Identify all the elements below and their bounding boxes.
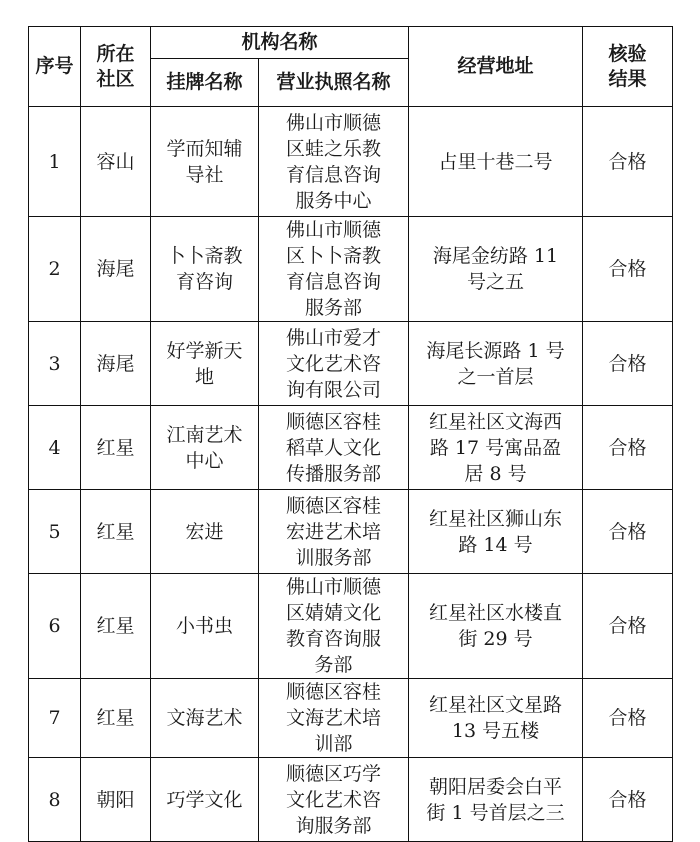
cell-no: 5 [29,490,81,574]
table-row [29,574,673,679]
cell-address: 红星社区文星路 13 号五楼 [409,679,583,758]
header-no: 序号 [29,27,81,107]
verification-table [28,26,673,842]
cell-result: 合格 [583,406,673,490]
cell-sign-name: 学而知辅导社 [151,107,259,217]
cell-sign-name: 江南艺术中心 [151,406,259,490]
table-row [29,322,673,406]
cell-result: 合格 [583,758,673,842]
cell-no: 2 [29,217,81,322]
cell-result: 合格 [583,107,673,217]
cell-no: 3 [29,322,81,406]
cell-no: 1 [29,107,81,217]
cell-sign-name: 卜卜斋教育咨询 [151,217,259,322]
table-row [29,406,673,490]
cell-address: 红星社区狮山东路 14 号 [409,490,583,574]
header-community: 所在社区 [81,27,151,107]
cell-address: 朝阳居委会白平街 1 号首层之三 [409,758,583,842]
cell-sign-name: 小书虫 [151,574,259,679]
cell-license-name: 顺德区容桂宏进艺术培训服务部 [259,490,409,574]
cell-address: 海尾长源路 1 号之一首层 [409,322,583,406]
cell-address: 占里十巷二号 [409,107,583,217]
cell-address: 红星社区文海西路 17 号寓品盈居 8 号 [409,406,583,490]
table-row [29,758,673,842]
cell-result: 合格 [583,490,673,574]
cell-result: 合格 [583,679,673,758]
cell-sign-name: 文海艺术 [151,679,259,758]
cell-sign-name: 好学新天地 [151,322,259,406]
header-license-name: 营业执照名称 [259,59,409,107]
cell-no: 7 [29,679,81,758]
cell-result: 合格 [583,574,673,679]
cell-license-name: 顺德区巧学文化艺术咨询服务部 [259,758,409,842]
table-row [29,490,673,574]
cell-no: 6 [29,574,81,679]
cell-address: 红星社区水楼直街 29 号 [409,574,583,679]
cell-sign-name: 宏进 [151,490,259,574]
cell-license-name: 佛山市爱才文化艺术咨询有限公司 [259,322,409,406]
table-row [29,679,673,758]
cell-license-name: 佛山市顺德区蛙之乐教育信息咨询服务中心 [259,107,409,217]
cell-result: 合格 [583,217,673,322]
table-row [29,217,673,322]
cell-community: 红星 [81,406,151,490]
cell-no: 4 [29,406,81,490]
header-address: 经营地址 [409,27,583,107]
cell-community: 朝阳 [81,758,151,842]
header-org-name: 机构名称 [151,27,409,59]
table-row [29,107,673,217]
cell-result: 合格 [583,322,673,406]
header-sign-name: 挂牌名称 [151,59,259,107]
cell-community: 海尾 [81,217,151,322]
cell-community: 海尾 [81,322,151,406]
cell-community: 红星 [81,574,151,679]
cell-license-name: 顺德区容桂稻草人文化传播服务部 [259,406,409,490]
cell-community: 红星 [81,679,151,758]
header-result: 核验结果 [583,27,673,107]
cell-license-name: 顺德区容桂文海艺术培训部 [259,679,409,758]
cell-sign-name: 巧学文化 [151,758,259,842]
cell-license-name: 佛山市顺德区卜卜斋教育信息咨询服务部 [259,217,409,322]
cell-license-name: 佛山市顺德区婧婧文化教育咨询服务部 [259,574,409,679]
cell-no: 8 [29,758,81,842]
cell-community: 红星 [81,490,151,574]
cell-community: 容山 [81,107,151,217]
cell-address: 海尾金纺路 11 号之五 [409,217,583,322]
